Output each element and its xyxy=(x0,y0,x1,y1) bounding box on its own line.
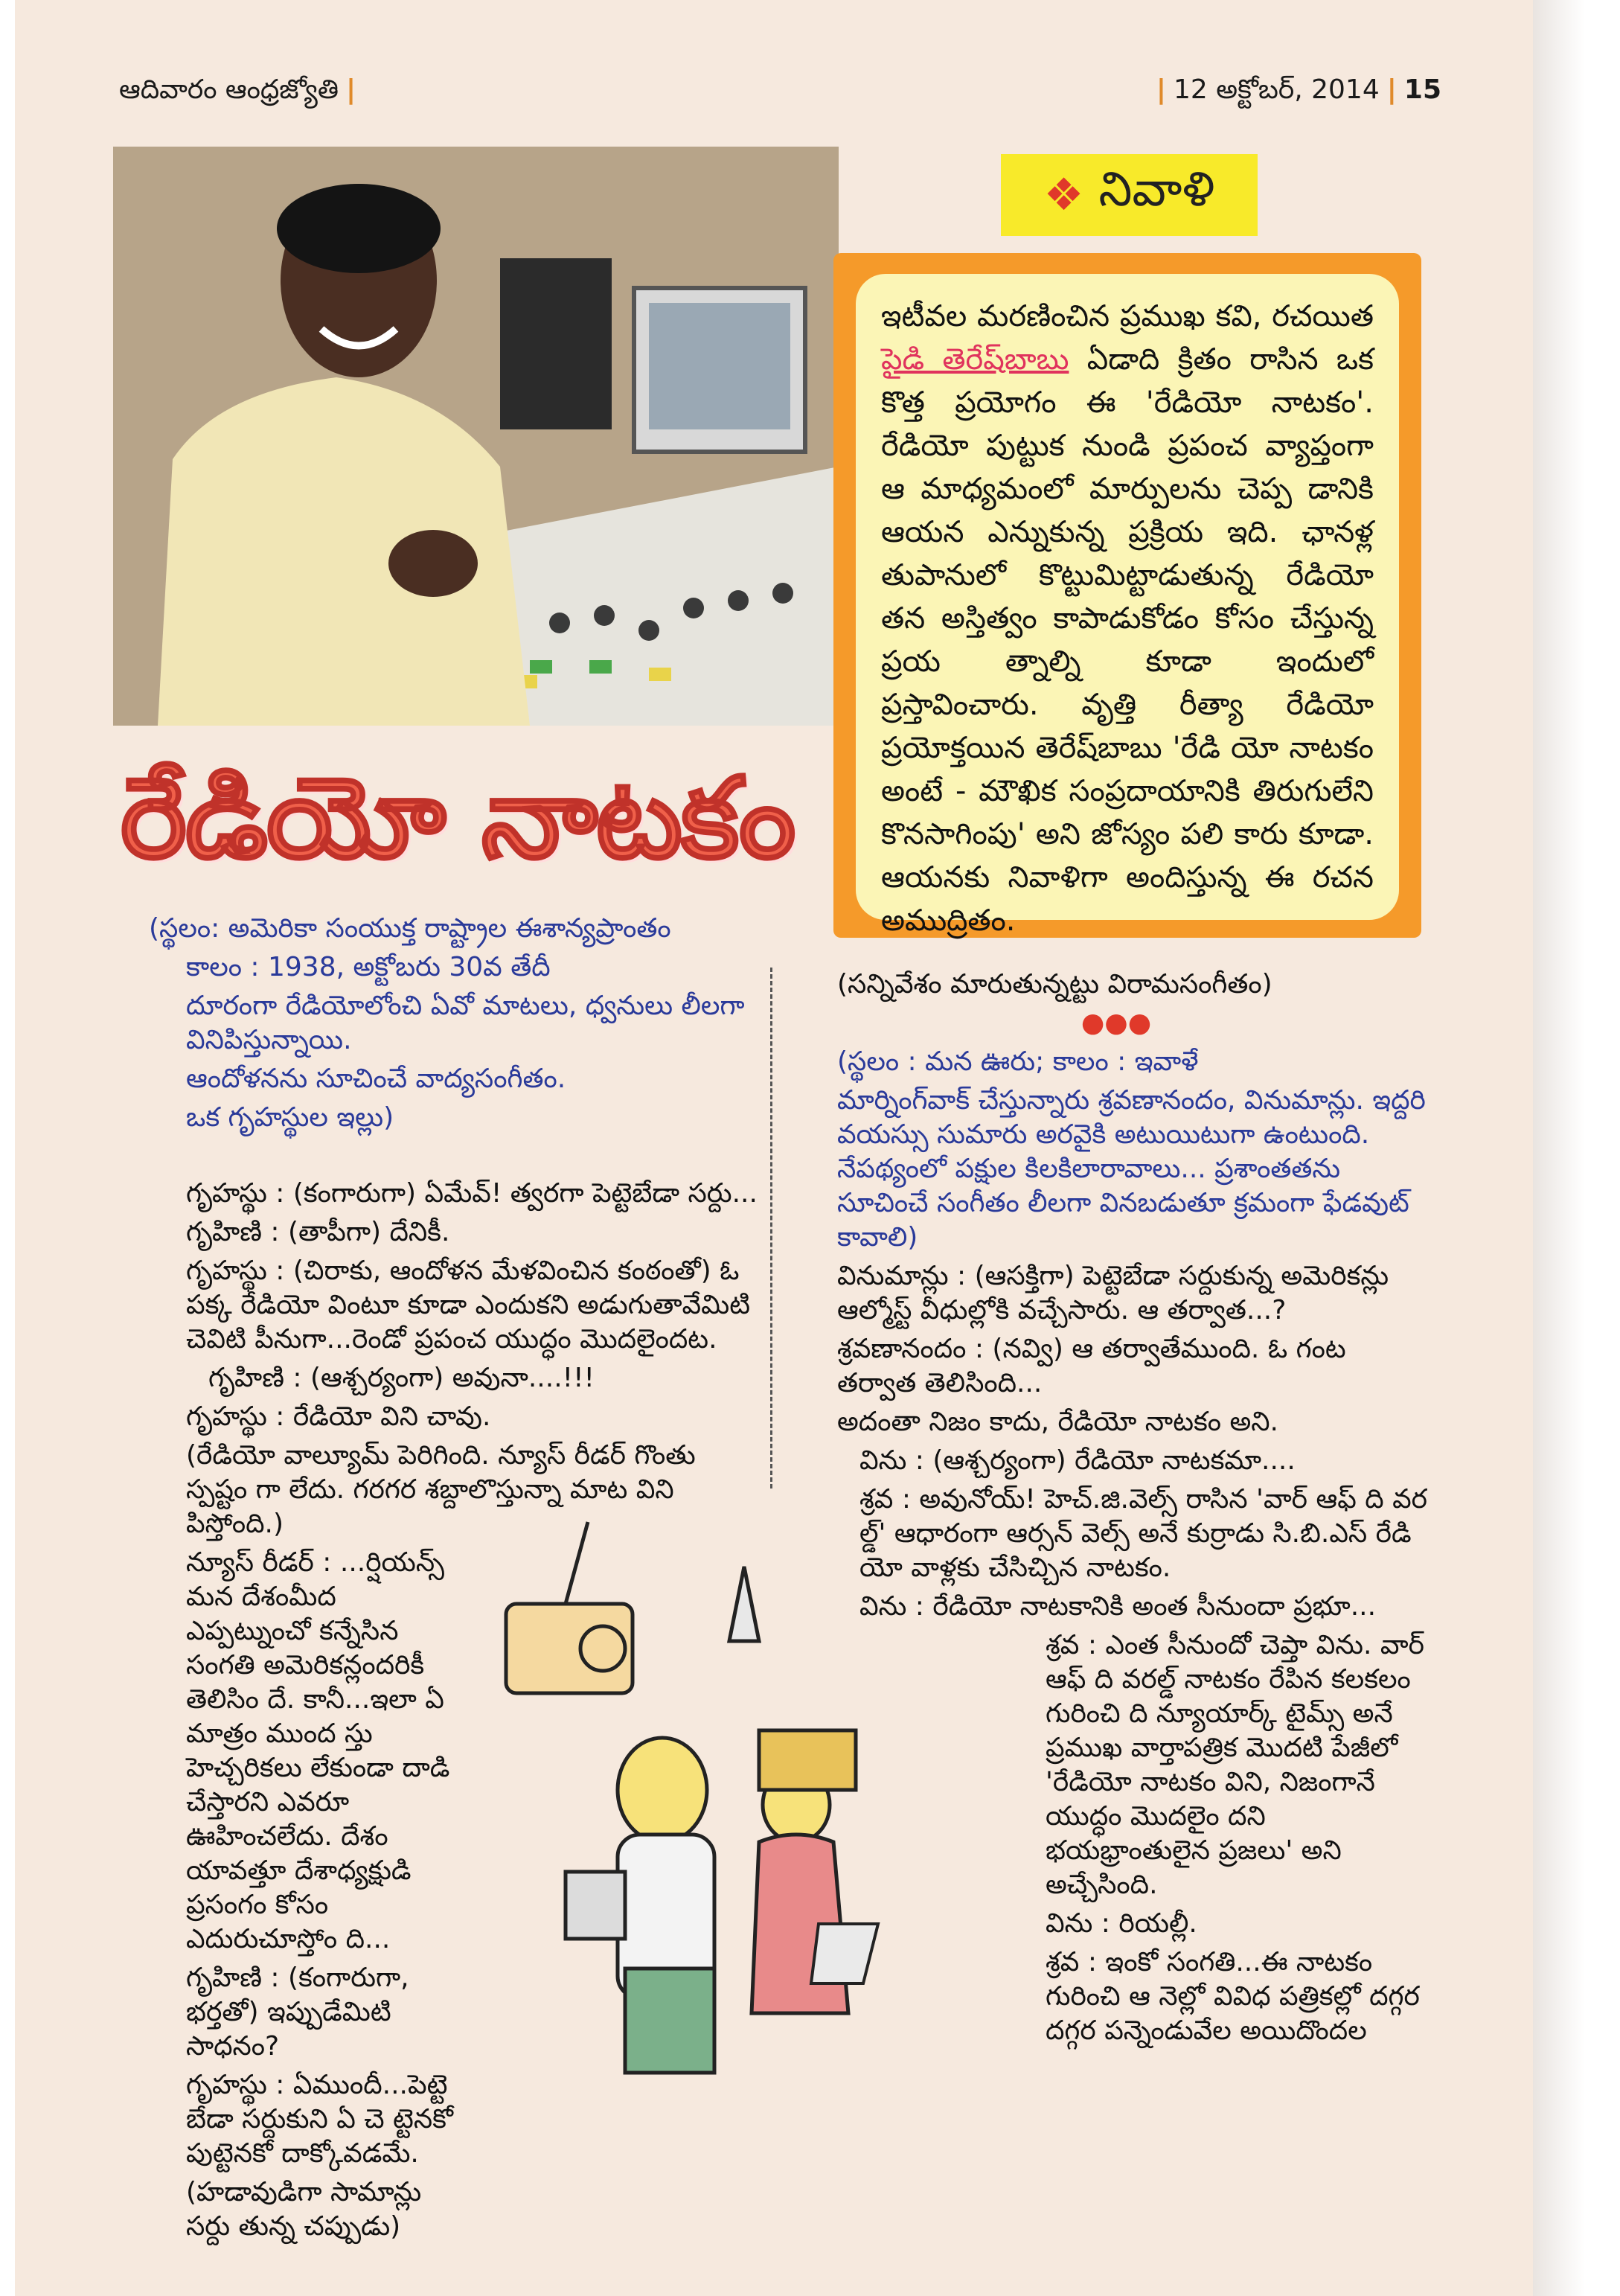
fleeing-couple-cartoon xyxy=(476,1507,893,2102)
right-column xyxy=(800,968,1432,2053)
diamond-icon: ❖ xyxy=(1043,169,1084,221)
dialogue-line: విను : రేడియో నాటకానికి అంత సీనుందా ప్రభూ... xyxy=(859,1591,1377,1622)
dialogue-line: (హడావుడిగా సామాన్లు సర్దు తున్న చప్పుడు) xyxy=(186,2177,422,2242)
dialogue-line: గృహిణి : (ఆశ్చర్యంగా) అవునా....!!! xyxy=(208,1363,595,1393)
dialogue-line: శ్రవ : ఇంకో సంగతి...ఈ నాటకం గురించి ఆ నెల్లో వివిధ పత్రికల్లో దగ్గర దగ్గర పన్నెండువేల అయిదొందల xyxy=(1046,1947,1420,2046)
stage-direction: మార్నింగ్‌వాక్ చేస్తున్నారు శ్రవణానందం, వినుమాన్లు. ఇద్దరి వయస్సు సుమారు అరవైకి అటుయిటుగా ఉంటుంది. నేపథ్యంలో పక్షుల కిలకిలారావాలు... ప్రశాంతతను సూచించే సంగీతం లీలగా వినబడుతూ క్రమంగా ఫేడవుట్ కావాలి) xyxy=(837,1085,1426,1253)
dialogue-line: గృహస్థు : రేడియో విని చావు. xyxy=(186,1401,491,1432)
dialogue-line: వినుమాన్లు : (ఆసక్తిగా) పెట్టెబేడా సర్దుకున్న అమెరికన్లు ఆల్మోస్ట్ వీధుల్లోకి వచ్చేసారు. ఆ తర్వాత...? xyxy=(837,1261,1389,1326)
author-name: పైడి తెరేష్‌బాబు xyxy=(881,342,1069,377)
dialogue-line: శ్రవ : అవునోయ్! హెచ్.జి.వెల్స్ రాసిన 'వార్ ఆఫ్ ది వర ల్డ్' ఆధారంగా ఆర్సన్ వెల్స్ అనే కుర్రాడు సి.బి.ఎస్ రేడి యో వాళ్లకు చేసిచ్చిన నాటకం. xyxy=(859,1484,1428,1583)
page-header xyxy=(119,68,1441,121)
studio-photo-illustration xyxy=(113,147,839,726)
dialogue-line: గృహిణి : (కంగారుగా, భర్తతో) ఇప్పుడేమిటి సాధనం? xyxy=(186,1963,409,2062)
dialogue-line: గృహస్థు : (చిరాకు, ఆందోళన మేళవించిన కంఠంతో) ఓ పక్క రేడియో వింటూ కూడా ఎందుకని అడుగుతావేమిటి చెవిటి పీనుగా...రెండో ప్రపంచ యుద్ధం మొదలైందట. xyxy=(186,1256,751,1355)
tribute-text: ఇటీవల మరణించిన ప్రముఖ కవి, రచయిత పైడి తెరేష్‌బాబు ఏడాది క్రితం రాసిన ఒక కొత్త ప్రయోగం ఈ 'రేడియో నాటకం'. రేడియో పుట్టుక నుండి ప్రపంచ వ్యాప్తంగా ఆ మాధ్యమంలో మార్పులను చెప్ప డానికి ఆయన ఎన్నుకున్న ప్రక్రియ ఇది. ఛానళ్ల తుపానులో కొట్టుమిట్టాడుతున్న రేడియో తన అస్తిత్వం కాపాడుకోడం కోసం చేస్తున్న ప్రయ త్నాల్ని కూడా ఇందులో ప్రస్తావించారు. వృత్తి రీత్యా రేడియో ప్రయోక్తయిన తెరేష్‌బాబు 'రేడి యో నాటకం అంటే - మౌఖిక సంప్రదాయానికి తిరుగులేని కొనసాగింపు' అని జోస్యం పలి కారు కూడా. ఆయనకు నివాళిగా అందిస్తున్న ఈ రచన అముద్రితం. xyxy=(856,274,1399,920)
dialogue-line: న్యూస్ రీడర్ : ...ర్షియన్స్ మన దేశంమీద ఎప్పట్నుంచో కన్నేసిన సంగతి అమెరికన్లందరికీ తెలిసిం దే. కానీ...ఇలా ఏ మాత్రం ముంద స్తు హెచ్చరికలు లేకుండా దాడి చేస్తారని ఎవరూ ఊహించలేదు. దేశం యావత్తూ దేశాధ్యక్షుడి ప్రసంగం కోసం ఎదురుచూస్తోం ది... xyxy=(186,1547,450,1954)
author-photo xyxy=(113,147,839,726)
tribute-tag: ❖ నివాళి xyxy=(1001,154,1258,236)
stage-direction: (స్థలం: అమెరికా సంయుక్త రాష్ట్రాల ఈశాన్యప్రాంతం xyxy=(149,913,671,944)
dialogue-line: విను : రియల్లీ. xyxy=(1046,1908,1197,1939)
narrow-text-block xyxy=(149,1546,469,2244)
column-divider xyxy=(770,968,772,1488)
dialogue-line: శ్రవణానందం : (నవ్వి) ఆ తర్వాతేముంది. ఓ గంట తర్వాత తెలిసింది... xyxy=(837,1334,1346,1398)
stage-direction: (స్థలం : మన ఊరు; కాలం : ఇవాళే xyxy=(837,1046,1199,1077)
date-and-page: | 12 అక్టోబర్, 2014 | 15 xyxy=(1156,74,1441,105)
dialogue-line: శ్రవ : ఎంత సీనుందో చెప్తా విను. వార్ ఆఫ్ ది వరల్డ్ నాటకం రేపిన కలకలం గురించి ది న్యూయార్క్ టైమ్స్ అనే ప్రముఖ వార్తాపత్రిక మొదటి పేజీలో 'రేడియో నాటకం విని, నిజంగానే యుద్ధం మొదలైం దని భయభ్రాంతులైన ప్రజలు' అని అచ్చేసింది. xyxy=(1046,1630,1424,1900)
section-dots: ●●● xyxy=(1080,1008,1152,1038)
page-number: 15 xyxy=(1403,74,1441,105)
dialogue-line: అదంతా నిజం కాదు, రేడియో నాటకం అని. xyxy=(837,1407,1278,1437)
stage-direction: కాలం : 1938, అక్టోబరు 30వ తేదీ xyxy=(186,952,551,982)
tribute-box xyxy=(833,253,1421,938)
stage-direction: (సన్నివేశం మారుతున్నట్టు విరామసంగీతం) xyxy=(837,969,1272,1000)
dialogue-line: విను : (ఆశ్చర్యంగా) రేడియో నాటకమా.... xyxy=(859,1445,1296,1476)
article-title: రేడియో నాటకం xyxy=(121,754,795,883)
publication-name: ఆదివారం ఆంధ్రజ్యోతి | xyxy=(119,74,356,105)
dialogue-line: గృహిణి : (తాపీగా) దేనికీ. xyxy=(186,1217,450,1247)
cartoon-illustration xyxy=(476,1507,893,2102)
stage-direction: ఒక గృహస్థుల ఇల్లు) xyxy=(186,1102,394,1133)
page-edge xyxy=(1533,0,1620,2296)
dialogue-line: గృహస్థు : (కంగారుగా) ఏమేవ్! త్వరగా పెట్టెబేడా సర్దు... xyxy=(186,1178,758,1209)
dialogue-line: (రేడియో వాల్యూమ్ పెరిగింది. న్యూస్ రీడర్ గొంతు స్పష్టం గా లేదు. గరగర శబ్దాలొస్తున్నా మాట విని పిస్తోంది.) xyxy=(186,1440,696,1539)
stage-direction: ఆందోళనను సూచించే వాద్యసంగీతం. xyxy=(186,1064,566,1094)
dialogue-line: గృహస్థు : ఏముందీ...పెట్టె బేడా సర్దుకుని ఏ చె ట్టెనకో పుట్టెనకో దాక్కోవడమే. xyxy=(186,2070,453,2169)
stage-direction: దూరంగా రేడియోలోంచి ఏవో మాటలు, ధ్వనులు లీలగా వినిపిస్తున్నాయి. xyxy=(186,991,745,1055)
narrow-text-block xyxy=(800,1628,1432,1902)
issue-date: 12 అక్టోబర్, 2014 xyxy=(1174,74,1380,105)
